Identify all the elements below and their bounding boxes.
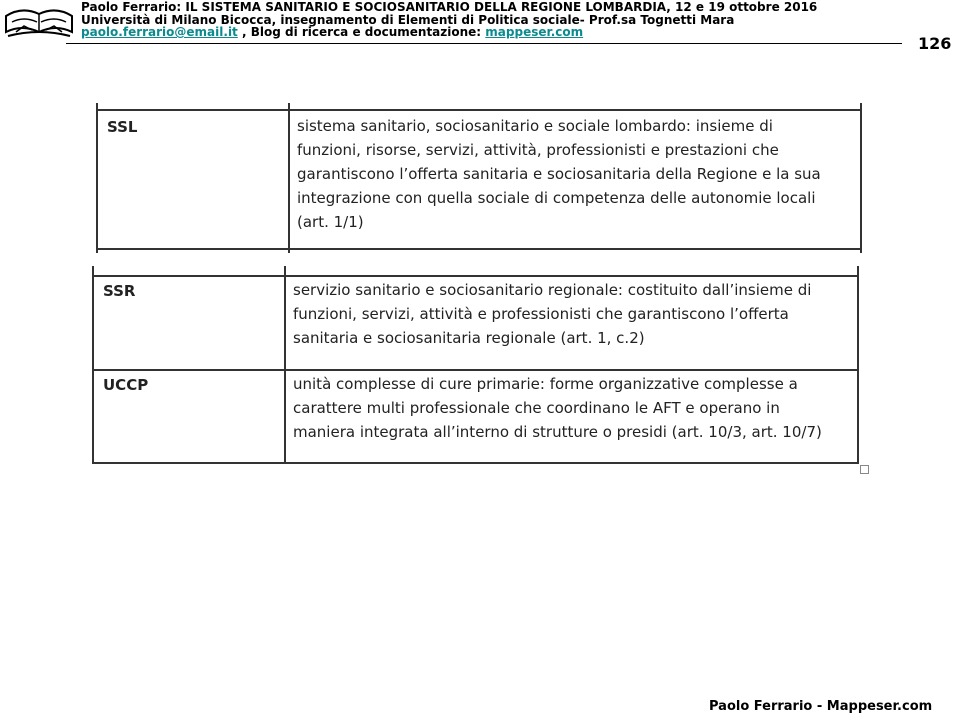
table2-border-left [92,266,94,464]
table2-column-divider [284,266,286,464]
table2-border-top [92,275,859,277]
table1-border-bottom [96,248,862,250]
footer-credit: Paolo Ferrario - Mappeser.com [709,699,933,714]
term-uccp: UCCP [103,376,149,394]
table1-border-top [96,109,862,111]
table1-border-left [96,103,98,253]
header-course: Università di Milano Bicocca, insegnamento di Elementi di Politica sociale- Prof.sa Tognetti Mara [81,12,735,27]
header-links [81,26,881,39]
definition-line: integrazione con quella sociale di competenza delle autonomie locali [297,189,816,207]
email-link[interactable]: paolo.ferrario@email.it [81,25,238,39]
definition-line: garantiscono l’offerta sanitaria e sociosanitaria della Regione e la sua [297,165,821,183]
definition-ssl [297,114,857,234]
term-ssl: SSL [107,118,138,136]
header-block [81,1,881,39]
definition-line: sistema sanitario, sociosanitario e sociale lombardo: insieme di [297,117,773,135]
header-divider [66,43,902,44]
blog-label: , Blog di ricerca e documentazione: [237,25,486,39]
definition-line: servizio sanitario e sociosanitario regionale: costituito dall’insieme di [293,281,812,299]
definition-line: funzioni, risorse, servizi, attività, professionisti e prestazioni che [297,141,779,159]
definition-line: carattere multi professionale che coordinano le AFT e operano in [293,399,780,417]
definition-ssr [293,278,853,350]
definition-line: funzioni, servizi, attività e professionisti che garantiscono l’offerta [293,305,789,323]
definition-line: maniera integrata all’interno di strutture o presidi (art. 10/3, art. 10/7) [293,423,822,441]
table2-row-divider [92,369,859,371]
page-number: 126 [918,34,952,53]
blog-link[interactable]: mappeser.com [485,25,584,39]
term-ssr: SSR [103,282,136,300]
definition-uccp [293,372,855,444]
definition-line: sanitaria e sociosanitaria regionale (art. 1, c.2) [293,329,645,347]
table2-border-right [857,266,859,464]
table1-column-divider [288,103,290,253]
definition-line: (art. 1/1) [297,213,364,231]
table2-border-bottom [92,462,859,464]
logo-book-icon [4,2,74,42]
header-title: Paolo Ferrario: IL SISTEMA SANITARIO E SOCIOSANITARIO DELLA REGIONE LOMBARDIA, 12 e 19 ottobre 2016 [81,0,818,14]
definition-line: unità complesse di cure primarie: forme organizzative complesse a [293,375,798,393]
table-resize-handle[interactable] [860,465,869,474]
table1-border-right [860,103,862,253]
